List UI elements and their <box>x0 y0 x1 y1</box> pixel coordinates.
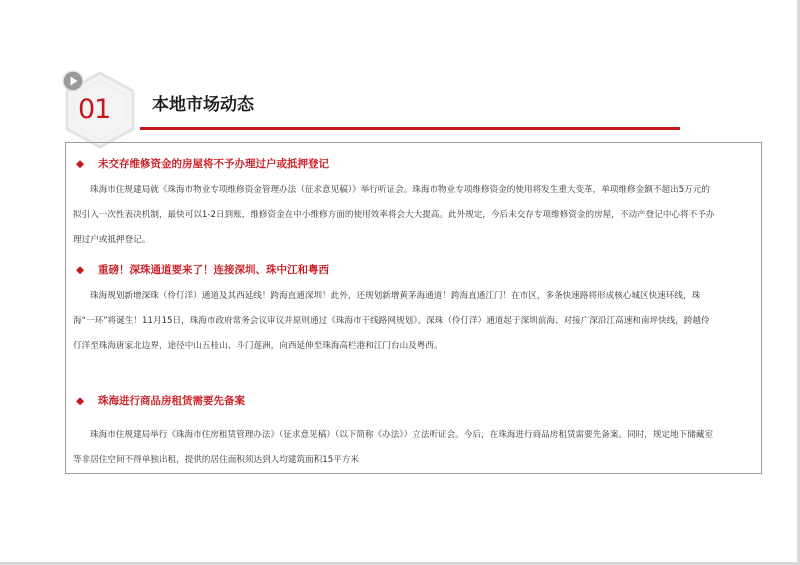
section-number: 01 <box>78 94 111 125</box>
diamond-bullet-icon: ◆ <box>76 264 85 276</box>
section-title: 本地市场动态 <box>152 95 254 115</box>
title-underline <box>140 127 680 130</box>
news-heading-text: 未交存维修资金的房屋将不予办理过户或抵押登记 <box>98 158 329 170</box>
news-item-heading <box>76 156 329 171</box>
news-heading-text: 珠海进行商品房租赁需要先备案 <box>98 395 245 407</box>
diamond-bullet-icon: ◆ <box>76 395 85 407</box>
news-item-heading <box>76 393 245 408</box>
news-heading-text: 重磅！深珠通道要来了！连接深圳、珠中江和粤西 <box>98 264 329 276</box>
news-item-body: 珠海市住规建局举行《珠海市住房租赁管理办法》（征求意见稿）（以下简称《办法》）立法听证会。今后，在珠海进行商品房租赁需要先备案。同时，规定地下储藏室等非居住空间不得单独出租，提供的居住面积须达到人均建筑面积15平方米 <box>73 430 714 465</box>
play-icon <box>62 70 84 92</box>
news-item-body: 珠海规划新增深珠（伶仃洋）通道及其西延线！跨海直通深圳！此外，还规划新增黄茅海通道！跨海直通江门！在市区，多条快速路将形成核心城区快速环线，珠海“一环”将诞生！11月15日，珠海市政府常务会议审议并原则通过《珠海市干线路网规划》。深珠（伶仃洋）通道起于深圳前海、对接广深沿江高速和南坪快线，跨越伶仃洋至珠海唐家北边界，途径中山五桂山、斗门莲洲，向西延伸至珠海高栏港和江门台山及粤西。 <box>73 291 710 351</box>
news-item-body: 珠海市住规建局就《珠海市物业专项维修资金管理办法（征求意见稿）》举行听证会。珠海市物业专项维修资金的使用将发生重大变革，单项维修金额不超出5万元的拟引入一次性表决机制，最快可以1-2日到账，维修资金在中小维修方面的使用效率将会大大提高。此外规定，今后未交存专项维修资金的房屋，不动产登记中心将不予办理过户或抵押登记。 <box>73 185 715 245</box>
diamond-bullet-icon: ◆ <box>76 158 85 170</box>
section-number-badge <box>62 70 138 150</box>
news-item-heading <box>76 262 329 277</box>
